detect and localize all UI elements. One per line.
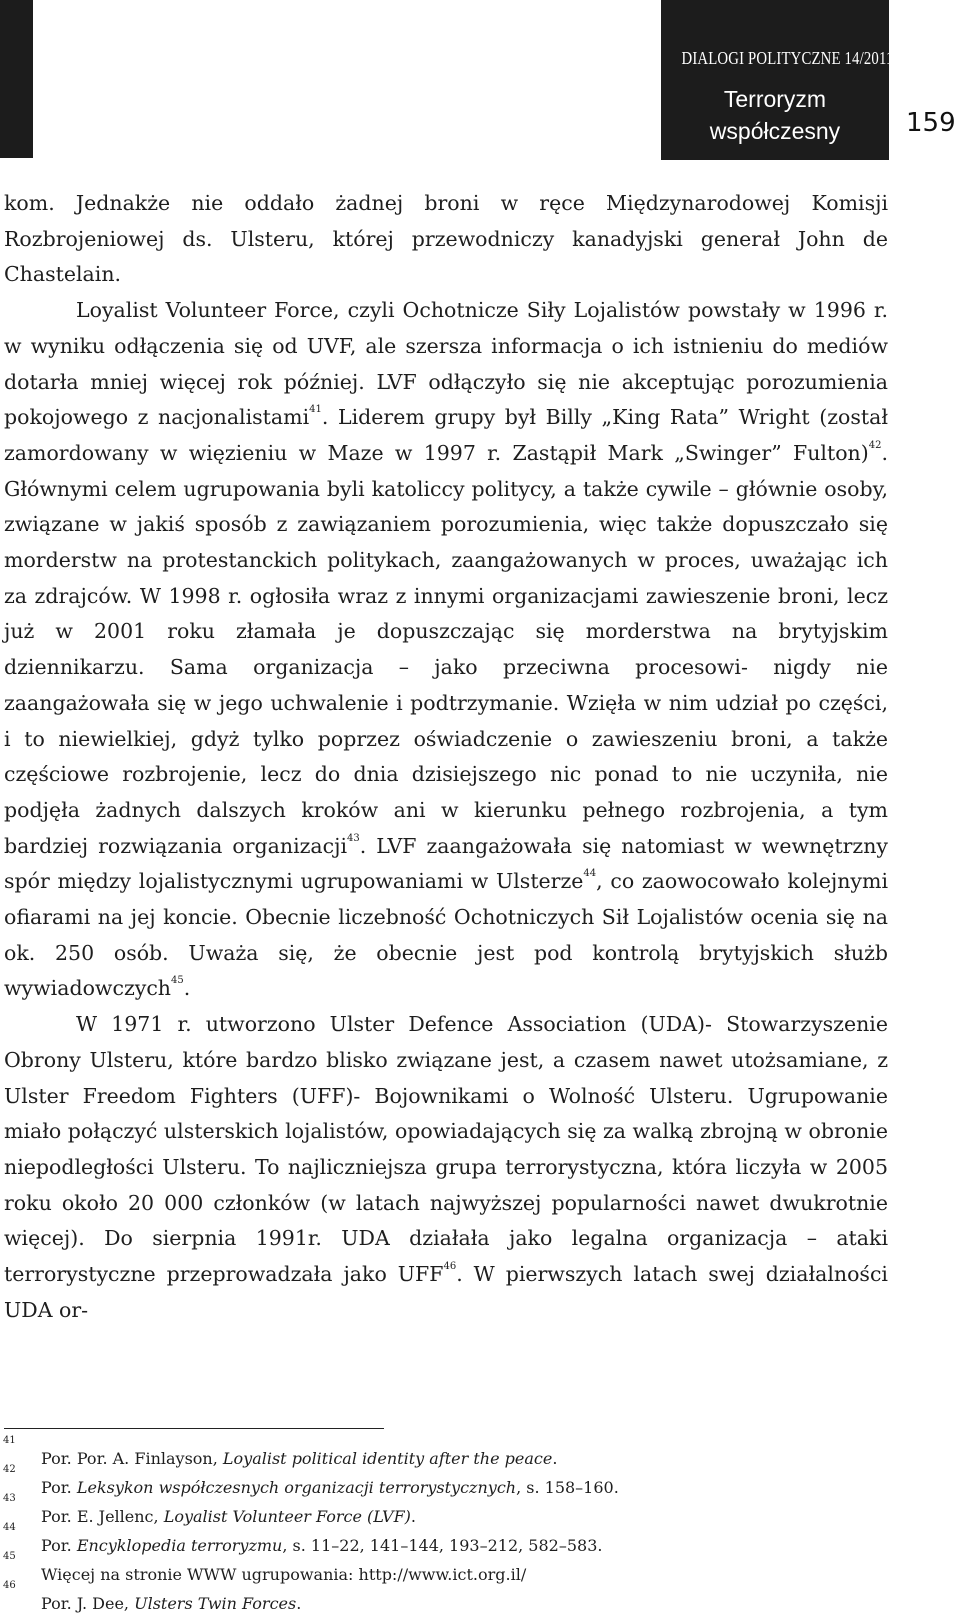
- footnote-ref-46[interactable]: 46: [443, 1261, 457, 1273]
- footnote-title: Encyklopedia terroryzmu: [76, 1536, 283, 1555]
- paragraph-3-text-a: W 1971 r. utworzono Ulster Defence Association (UDA)- Stowarzyszenie Obrony Ulsteru, które bardzo blisko związane jest, a czasem nawet utożsamiane, z Ulster Freedom Fighters (UFF)- Bojownikami o Wolność Ulsteru. Ugrupowanie miało połączyć ulsterskich lojalistów, opowiadających się za walką zbrojną w obronie niepodległości Ulsteru. To najliczniejsza grupa terrorystyczna, która liczyła w 2005 roku około 20 000 członków (w latach najwyższej popularności nawet dwukrotnie więcej). Do sierpnia 1991r. UDA działała jako legalna organizacja – ataki terrorystyczne przeprowadzała jako UFF: [4, 1012, 888, 1287]
- footnote-text-tail: , s. 11–22, 141–144, 193–212, 582–583.: [282, 1536, 603, 1555]
- footnote-number: 41: [3, 1435, 16, 1446]
- footnote-title: Ulsters Twin Forces: [134, 1594, 297, 1613]
- page-number: 159: [906, 108, 956, 138]
- footnote-title: Loyalist Volunteer Force (LVF): [163, 1507, 411, 1526]
- footnote-42: [0, 1464, 900, 1502]
- footnote-text: [41, 1560, 526, 1589]
- footnote-title: Leksykon współczesnych organizacji terrorystycznych: [76, 1478, 517, 1497]
- footnote-text: [41, 1589, 301, 1618]
- header-box: [661, 0, 894, 160]
- section-title: [661, 83, 889, 147]
- footnote-text-plain: Por.: [41, 1536, 77, 1555]
- section-title-line-1: Terroryzm: [723, 86, 827, 112]
- paragraph-3-text-b: . W pierwszych latach swej działalności UDA or-: [4, 1262, 888, 1322]
- footnote-46: [0, 1580, 900, 1618]
- footnote-number: 45: [3, 1551, 16, 1562]
- footnote-number: 46: [3, 1580, 16, 1591]
- paragraph-3: [4, 1007, 888, 1328]
- footnote-title: Loyalist political identity after the peace: [222, 1449, 553, 1468]
- footnote-41: [0, 1435, 900, 1473]
- footnote-43: [0, 1493, 900, 1531]
- paragraph-1-text: kom. Jednakże nie oddało żadnej broni w ręce Międzynarodowej Komisji Rozbrojeniowej ds. Ulsteru, której przewodniczy kanadyjski generał John de Chastelain.: [4, 191, 888, 287]
- footnote-text: [41, 1473, 619, 1502]
- paragraph-1: [4, 186, 888, 293]
- footnote-text-plain: Por. Por. A. Finlayson,: [41, 1449, 223, 1468]
- footnote-text: [41, 1531, 602, 1560]
- footnote-number: 43: [3, 1493, 16, 1504]
- paragraph-2-text-c: . Głównymi celem ugrupowania byli katoliccy politycy, a także cywile – głównie osoby, związane w jakiś sposób z zawiązaniem porozumienia, więc także dopuszczało się morderstw na protestanckich politykach, zaangażowanych w proces, uważając ich za zdrajców. W 1998 r. ogłosiła wraz z innymi organizacjami zawieszenie broni, lecz już w 2001 roku złamała je dopuszczając się morderstwa na brytyjskim dziennikarzu. Sama organizacja – jako przeciwna procesowi- nigdy nie zaangażowała się w jego uchwalenie i podtrzymanie. Wzięła w nim udział po części, i to niewielkiej, gdyż tylko poprzez oświadczenie o zawieszeniu broni, a także częściowe rozbrojenie, lecz do dnia dzisiejszego nic ponad to nie uczyniła, nie podjęła żadnych dalszych kroków ani w kierunku pełnego rozbrojenia, a tym bardziej rozwiązania organizacji: [4, 440, 888, 858]
- footnote-ref-43[interactable]: 43: [347, 832, 360, 844]
- footnote-text-tail: .: [552, 1449, 558, 1468]
- footnote-link-text: Więcej na stronie WWW ugrupowania: http://www.ict.org.il/: [41, 1565, 527, 1584]
- footnote-text-plain: Por. J. Dee,: [41, 1594, 135, 1613]
- journal-title: DIALOGI POLITYCZNE 14/2011: [681, 48, 894, 68]
- footnote-44: [0, 1522, 900, 1560]
- footnote-separator: [4, 1428, 384, 1429]
- footnote-number: 44: [3, 1522, 16, 1533]
- footnote-45: [0, 1551, 900, 1589]
- footnote-text-plain: Por.: [41, 1478, 77, 1497]
- paragraph-2-text-d: . LVF zaangażowała się natomiast w wewnętrzny spór między lojalistycznymi ugrupowaniami w Ulsterze: [4, 833, 888, 894]
- paragraph-2: [4, 293, 888, 1007]
- footnote-text-plain: Por. E. Jellenc,: [41, 1507, 164, 1526]
- footnote-ref-44[interactable]: 44: [583, 868, 597, 880]
- footnote-text-tail: .: [296, 1594, 302, 1613]
- paragraph-2-text-a: Loyalist Volunteer Force, czyli Ochotnicze Siły Lojalistów powstały w 1996 r. w wyniku odłączenia się od UVF, ale szersza informacja o ich istnieniu do mediów dotarła mniej więcej rok później. LVF odłączyło się nie akceptując porozumienia pokojowego z nacjonalistami: [4, 298, 888, 430]
- footnote-ref-42[interactable]: 42: [868, 439, 882, 451]
- paragraph-2-text-f: .: [183, 976, 191, 1001]
- footnote-text-tail: .: [410, 1507, 417, 1526]
- section-title-line-2: współczesny: [709, 118, 841, 144]
- body-text: [4, 186, 888, 1329]
- header-left-bar: [0, 0, 33, 158]
- footnotes: [0, 1435, 900, 1618]
- footnote-text: [41, 1444, 557, 1473]
- paragraph-2-text-e: , co zaowocowało kolejnymi ofiarami na jej koncie. Obecnie liczebność Ochotniczych Sił Lojalistów ocenia się na ok. 250 osób. Uważa się, że obecnie jest pod kontrolą brytyjskich służb wywiadowczych: [4, 869, 889, 1001]
- paragraph-2-text-b: . Liderem grupy był Billy „King Rata” Wright (został zamordowany w więzieniu w Maze w 1997 r. Zastąpił Mark „Swinger” Fulton): [4, 405, 888, 465]
- footnote-number: 42: [3, 1464, 16, 1475]
- footnote-text-tail: , s. 158–160.: [516, 1478, 619, 1497]
- footnote-ref-45[interactable]: 45: [171, 975, 184, 987]
- footnote-ref-41[interactable]: 41: [309, 404, 322, 416]
- footnote-text: [41, 1502, 416, 1531]
